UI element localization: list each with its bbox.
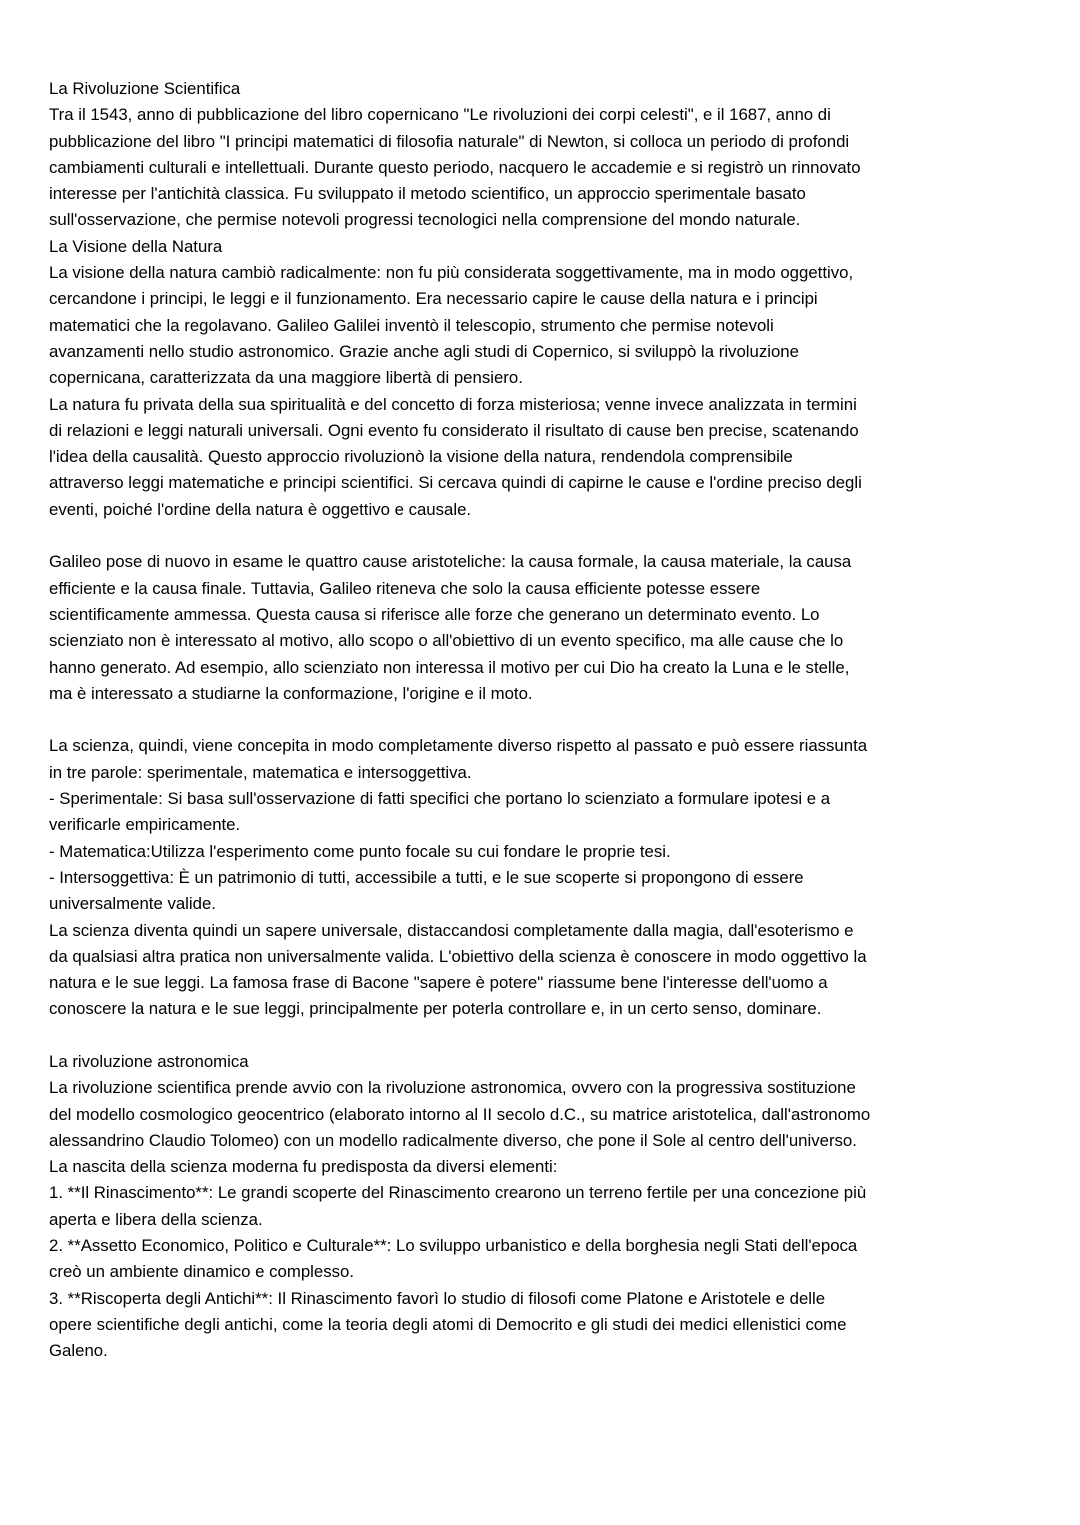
text-line: conoscere la natura e le sue leggi, principalmente per poterla controllare e, in un certo senso, dominare. xyxy=(49,999,822,1019)
text-line: copernicana, caratterizzata da una maggiore libertà di pensiero. xyxy=(49,368,523,388)
text-line: La nascita della scienza moderna fu predisposta da diversi elementi: xyxy=(49,1157,558,1177)
blank-line xyxy=(49,523,1032,549)
text-line: pubblicazione del libro "I principi matematici di filosofia naturale" di Newton, si colloca un periodo di profondi xyxy=(49,131,850,151)
text-line: hanno generato. Ad esempio, allo scienziato non interessa il motivo per cui Dio ha creato la Luna e le stelle, xyxy=(49,657,850,677)
text-line: scientificamente ammessa. Questa causa si riferisce alle forze che generano un determinato evento. Lo xyxy=(49,604,820,624)
text-line: interesse per l'antichità classica. Fu sviluppato il metodo scientifico, un approccio sperimentale basato xyxy=(49,184,806,204)
text-line: matematici che la regolavano. Galileo Galilei inventò il telescopio, strumento che permise notevoli xyxy=(49,315,774,335)
text-line: creò un ambiente dinamico e complesso. xyxy=(49,1262,355,1282)
text-line: verificarle empiricamente. xyxy=(49,815,241,835)
text-line: La rivoluzione astronomica xyxy=(49,1051,249,1071)
text-line: eventi, poiché l'ordine della natura è oggettivo e causale. xyxy=(49,499,472,519)
text-line: del modello cosmologico geocentrico (elaborato intorno al II secolo d.C., su matrice aristotelica, dall'astronomo xyxy=(49,1104,871,1124)
text-line: scienziato non è interessato al motivo, allo scopo o all'obiettivo di un evento specifico, ma alle cause che lo xyxy=(49,631,844,651)
text-line: Tra il 1543, anno di pubblicazione del libro copernicano "Le rivoluzioni dei corpi celesti", e il 1687, anno di xyxy=(49,105,831,125)
text-line: La scienza, quindi, viene concepita in modo completamente diverso rispetto al passato e può essere riassunta xyxy=(49,736,868,756)
text-line: La scienza diventa quindi un sapere universale, distaccandosi completamente dalla magia, dall'esoterismo e xyxy=(49,920,854,940)
text-line: La rivoluzione scientifica prende avvio con la rivoluzione astronomica, ovvero con la progressiva sostituzione xyxy=(49,1078,856,1098)
text-line: aperta e libera della scienza. xyxy=(49,1209,263,1229)
text-line: l'idea della causalità. Questo approccio rivoluzionò la visione della natura, rendendola comprensibile xyxy=(49,447,793,467)
text-line: - Intersoggettiva: È un patrimonio di tutti, accessibile a tutti, e le sue scoperte si propongono di essere xyxy=(49,867,804,887)
text-line: cercandone i principi, le leggi e il funzionamento. Era necessario capire le cause della natura e i principi xyxy=(49,289,818,309)
text-line: La Visione della Natura xyxy=(49,236,223,256)
text-line: sull'osservazione, che permise notevoli progressi tecnologici nella comprensione del mondo naturale. xyxy=(49,210,801,230)
text-line: 2. **Assetto Economico, Politico e Culturale**: Lo sviluppo urbanistico e della borghesia negli Stati dell'epoca xyxy=(49,1236,858,1256)
text-line: Galeno. xyxy=(49,1341,108,1361)
text-line: 1. **Il Rinascimento**: Le grandi scoperte del Rinascimento crearono un terreno fertile per una concezione più xyxy=(49,1183,867,1203)
text-line: La natura fu privata della sua spiritualità e del concetto di forza misteriosa; venne invece analizzata in termini xyxy=(49,394,857,414)
text-line: alessandrino Claudio Tolomeo) con un modello radicalmente diverso, che pone il Sole al centro dell'universo. xyxy=(49,1130,857,1150)
text-line: avanzamenti nello studio astronomico. Grazie anche agli studi di Copernico, si sviluppò la rivoluzione xyxy=(49,341,799,361)
text-line: cambiamenti culturali e intellettuali. Durante questo periodo, nacquero le accademie e si registrò un rinnovato xyxy=(49,157,861,177)
text-line: efficiente e la causa finale. Tuttavia, Galileo riteneva che solo la causa efficiente potesse essere xyxy=(49,578,761,598)
document-text xyxy=(49,76,1032,1365)
text-line: da qualsiasi altra pratica non universalmente valida. L'obiettivo della scienza è conoscere in modo oggettivo la xyxy=(49,946,867,966)
text-line: 3. **Riscoperta degli Antichi**: Il Rinascimento favorì lo studio di filosofi come Platone e Aristotele e delle xyxy=(49,1288,826,1308)
text-line: attraverso leggi matematiche e principi scientifici. Si cercava quindi di capirne le cause e l'ordine preciso degli xyxy=(49,473,862,493)
text-line: - Matematica:Utilizza l'esperimento come punto focale su cui fondare le proprie tesi. xyxy=(49,841,671,861)
text-line: - Sperimentale: Si basa sull'osservazione di fatti specifici che portano lo scienziato a formulare ipotesi e a xyxy=(49,789,831,809)
text-line: La Rivoluzione Scientifica xyxy=(49,79,241,98)
blank-line xyxy=(49,707,1032,733)
text-line: opere scientifiche degli antichi, come la teoria degli atomi di Democrito e gli studi dei medici ellenistici come xyxy=(49,1314,847,1334)
text-line: natura e le sue leggi. La famosa frase di Bacone "sapere è potere" riassume bene l'interesse dell'uomo a xyxy=(49,973,828,993)
text-line: Galileo pose di nuovo in esame le quattro cause aristoteliche: la causa formale, la causa materiale, la causa xyxy=(49,552,852,572)
blank-line xyxy=(49,1023,1032,1049)
text-line: di relazioni e leggi naturali universali. Ogni evento fu considerato il risultato di cause ben precise, scatenando xyxy=(49,420,859,440)
text-line: La visione della natura cambiò radicalmente: non fu più considerata soggettivamente, ma in modo oggettivo, xyxy=(49,263,854,283)
text-line: in tre parole: sperimentale, matematica e intersoggettiva. xyxy=(49,762,472,782)
text-line: universalmente valide. xyxy=(49,894,216,914)
text-line: ma è interessato a studiarne la conformazione, l'origine e il moto. xyxy=(49,683,533,703)
